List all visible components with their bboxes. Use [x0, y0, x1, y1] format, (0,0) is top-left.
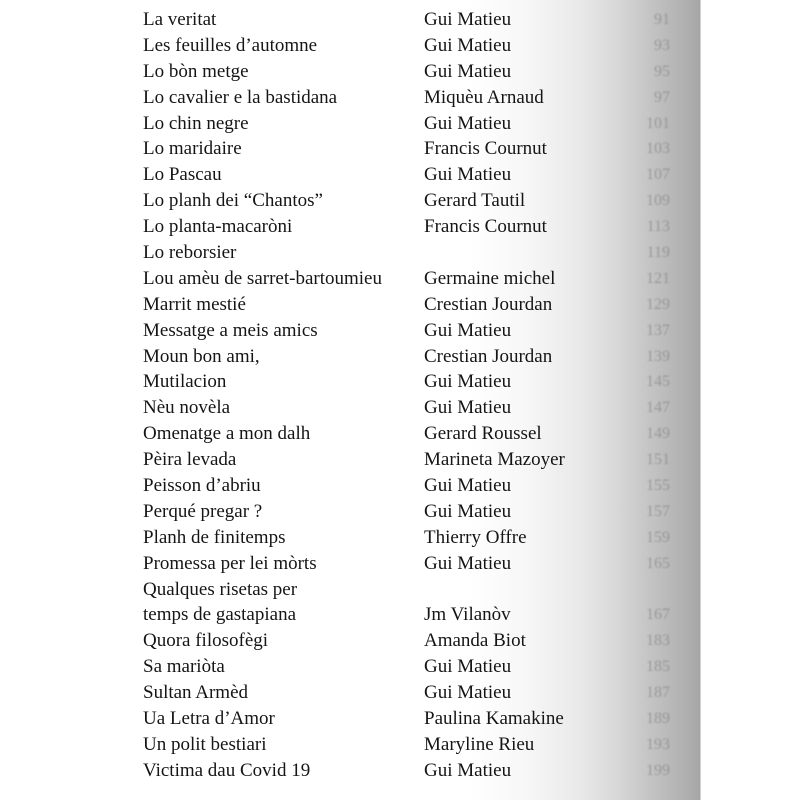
entry-page-number: 199 — [646, 761, 670, 779]
toc-entry — [0, 499, 700, 525]
toc-entry — [0, 577, 700, 603]
entry-page-number: 155 — [646, 477, 670, 495]
entry-author: Gui Matieu — [424, 397, 512, 419]
entry-author: Thierry Offre — [424, 526, 527, 548]
entry-author: Miquèu Arnaud — [424, 86, 544, 108]
toc-entry — [0, 111, 700, 137]
toc-entry — [0, 525, 700, 551]
entry-page-number: 183 — [646, 632, 670, 650]
entry-page-number: 149 — [646, 425, 670, 443]
entry-author: Marineta Mazoyer — [424, 449, 565, 471]
entry-author: Gui Matieu — [424, 682, 512, 704]
entry-page-number: 121 — [646, 269, 670, 287]
toc-entry — [0, 551, 700, 577]
table-of-contents — [0, 7, 700, 784]
entry-author: Gui Matieu — [424, 371, 512, 393]
entry-page-number: 157 — [646, 502, 670, 520]
entry-author: Gui Matieu — [424, 34, 512, 56]
toc-entry — [0, 318, 700, 344]
toc-entry — [0, 421, 700, 447]
entry-page-number: 119 — [646, 244, 670, 262]
entry-title: Moun bon ami, — [143, 345, 260, 367]
entry-author: Gui Matieu — [424, 319, 512, 341]
toc-entry — [0, 59, 700, 85]
entry-title: Promessa per lei mòrts — [143, 552, 317, 574]
entry-title: Un polit bestiari — [143, 733, 267, 755]
entry-title: Pèira levada — [143, 449, 237, 471]
toc-entry — [0, 344, 700, 370]
entry-page-number: 147 — [646, 399, 670, 417]
entry-title: La veritat — [143, 9, 217, 30]
entry-author: Crestian Jourdan — [424, 293, 553, 315]
entry-page-number: 97 — [654, 88, 670, 106]
entry-title: Mutilacion — [143, 371, 227, 393]
toc-entry — [0, 188, 700, 214]
entry-title: Lo planta-macaròni — [143, 216, 293, 238]
entry-title: Lo reborsier — [143, 242, 237, 264]
entry-page-number: 193 — [646, 735, 670, 753]
entry-author: Crestian Jourdan — [424, 345, 553, 367]
entry-author: Maryline Rieu — [424, 733, 535, 755]
toc-entry — [0, 395, 700, 421]
entry-title: Planh de finitemps — [143, 526, 286, 548]
toc-entry — [0, 680, 700, 706]
entry-title: Lo bòn metge — [143, 60, 249, 82]
toc-entry — [0, 654, 700, 680]
entry-title: Sultan Armèd — [143, 682, 249, 704]
toc-entry — [0, 214, 700, 240]
toc-entry — [0, 240, 700, 266]
entry-author: Gui Matieu — [424, 164, 512, 186]
entry-author: Amanda Biot — [424, 630, 526, 652]
toc-entry — [0, 369, 700, 395]
entry-title: Messatge a meis amics — [143, 319, 318, 341]
entry-author: Gui Matieu — [424, 9, 512, 30]
entry-page-number: 145 — [646, 373, 670, 391]
entry-page-number: 137 — [646, 321, 670, 339]
entry-title: Qualques risetas per — [143, 578, 298, 600]
entry-title: Victima dau Covid 19 — [143, 759, 311, 781]
toc-entry — [0, 292, 700, 318]
entry-page-number: 185 — [646, 658, 670, 676]
entry-page-number: 129 — [646, 295, 670, 313]
entry-page-number: 189 — [646, 710, 670, 728]
entry-page-number: 95 — [654, 62, 670, 80]
toc-entry — [0, 628, 700, 654]
entry-page-number: 159 — [646, 528, 670, 546]
entry-title: Les feuilles d’automne — [143, 34, 318, 56]
toc-entry — [0, 85, 700, 111]
toc-entry — [0, 473, 700, 499]
toc-entry — [0, 7, 700, 33]
entry-author: Germaine michel — [424, 267, 556, 289]
entry-title: temps de gastapiana — [143, 604, 297, 626]
toc-entry — [0, 447, 700, 473]
toc-entry — [0, 33, 700, 59]
entry-title: Omenatge a mon dalh — [143, 423, 311, 445]
entry-page-number: 187 — [646, 684, 670, 702]
entry-author: Gui Matieu — [424, 500, 512, 522]
entry-title: Lo maridaire — [143, 138, 242, 160]
entry-author: Paulina Kamakine — [424, 708, 564, 730]
toc-entry — [0, 136, 700, 162]
entry-title: Lo cavalier e la bastidana — [143, 86, 338, 108]
entry-page-number: 139 — [646, 347, 670, 365]
toc-entry — [0, 758, 700, 784]
entry-author: Gui Matieu — [424, 60, 512, 82]
entry-page-number: 93 — [654, 36, 670, 54]
entry-title: Perqué pregar ? — [143, 500, 263, 522]
entry-title: Lo chin negre — [143, 112, 249, 134]
entry-author: Gui Matieu — [424, 112, 512, 134]
entry-author: Francis Cournut — [424, 138, 547, 160]
entry-page-number: 165 — [646, 554, 670, 572]
entry-author: Gui Matieu — [424, 475, 512, 497]
entry-title: Quora filosofègi — [143, 630, 269, 652]
entry-page-number: 101 — [646, 114, 670, 132]
entry-page-number: 109 — [646, 192, 670, 210]
entry-page-number: 107 — [646, 166, 670, 184]
entry-title: Lo Pascau — [143, 164, 222, 186]
entry-author: Gerard Roussel — [424, 423, 542, 445]
entry-author: Gerard Tautil — [424, 190, 526, 212]
entry-page-number: 151 — [646, 451, 670, 469]
entry-title: Lo planh dei “Chantos” — [143, 190, 323, 212]
entry-title: Marrit mestié — [143, 293, 246, 315]
entry-page-number: 91 — [654, 11, 670, 28]
toc-entry — [0, 266, 700, 292]
toc-entry — [0, 732, 700, 758]
entry-author: Gui Matieu — [424, 759, 512, 781]
toc-entry — [0, 602, 700, 628]
entry-author: Gui Matieu — [424, 656, 512, 678]
toc-entry — [0, 706, 700, 732]
entry-author: Jm Vilanòv — [424, 604, 511, 626]
entry-author: Francis Cournut — [424, 216, 547, 238]
entry-page-number: 113 — [646, 218, 670, 236]
entry-title: Ua Letra d’Amor — [143, 708, 275, 730]
entry-page-number: 103 — [646, 140, 670, 158]
entry-author: Gui Matieu — [424, 552, 512, 574]
entry-title: Peisson d’abriu — [143, 475, 261, 497]
entry-title: Nèu novèla — [143, 397, 231, 419]
entry-title: Sa mariòta — [143, 656, 225, 678]
entry-title: Lou amèu de sarret-bartoumieu — [143, 267, 382, 289]
toc-entry — [0, 162, 700, 188]
entry-page-number: 167 — [646, 606, 670, 624]
